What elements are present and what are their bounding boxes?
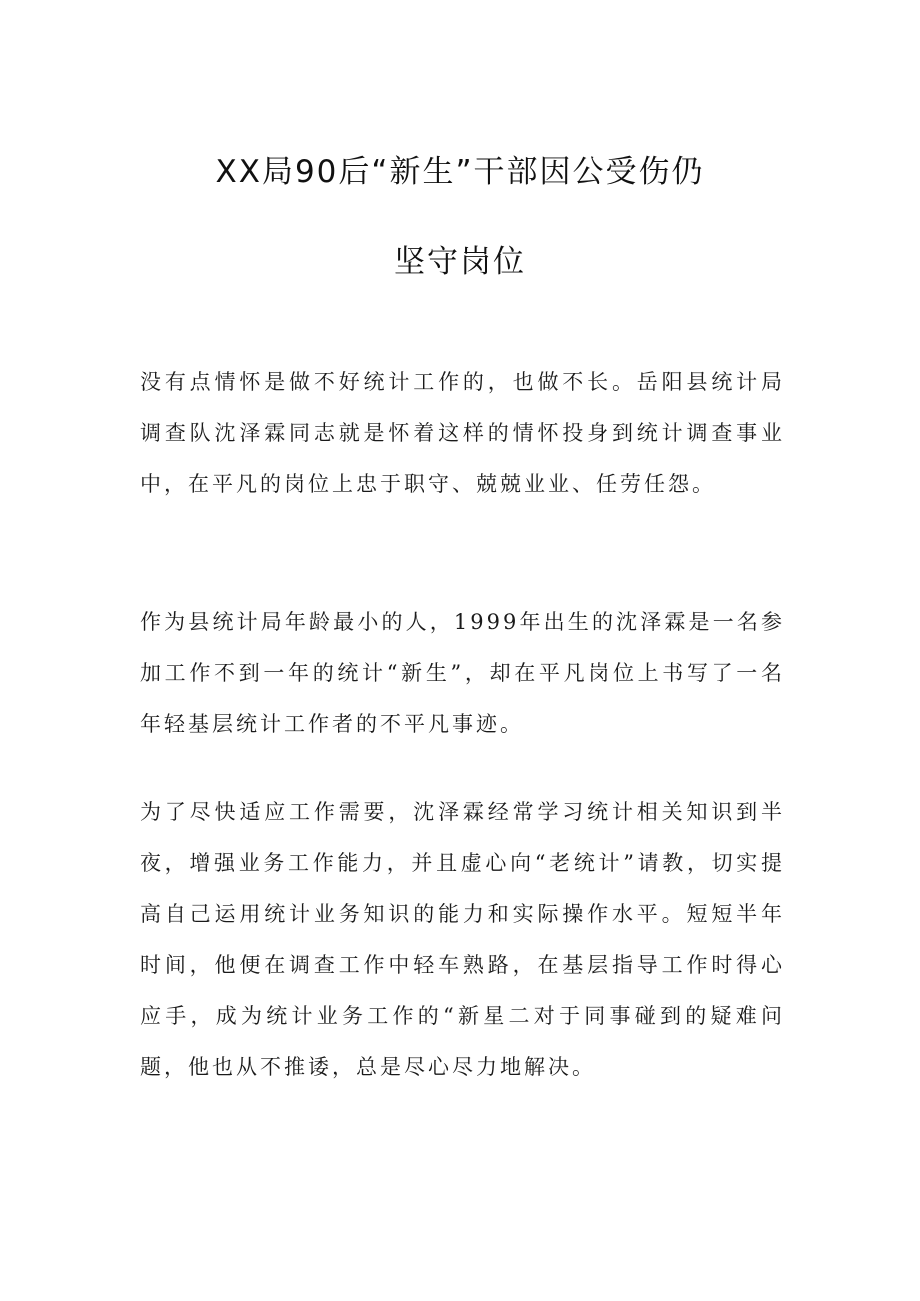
paragraph-intro: 没有点情怀是做不好统计工作的，也做不长。岳阳县统计局调查队沈泽霖同志就是怀着这样的情怀投身到统计调查事业中，在平凡的岗位上忠于职守、兢兢业业、任劳任怨。 — [140, 370, 785, 496]
paragraph-background: 作为县统计局年龄最小的人，1999年出生的沈泽霖是一名参加工作不到一年的统计“新生”，却在平凡岗位上书写了一名年轻基层统计工作者的不平凡事迹。 — [140, 610, 785, 736]
paragraph-learning: 为了尽快适应工作需要，沈泽霖经常学习统计相关知识到半夜，增强业务工作能力，并且虚心向“老统计”请教，切实提高自己运用统计业务知识的能力和实际操作水平。短短半年时间，他便在调查工作中轻车熟路，在基层指导工作时得心应手，成为统计业务工作的“新星二对于同事碰到的疑难问题，他也从不推诿，总是尽心尽力地解决。 — [140, 800, 785, 1079]
document-title-line-2: 坚守岗位 — [394, 244, 526, 280]
document-title-line-1: XX局90后“新生”干部因公受伤仍 — [215, 154, 705, 190]
